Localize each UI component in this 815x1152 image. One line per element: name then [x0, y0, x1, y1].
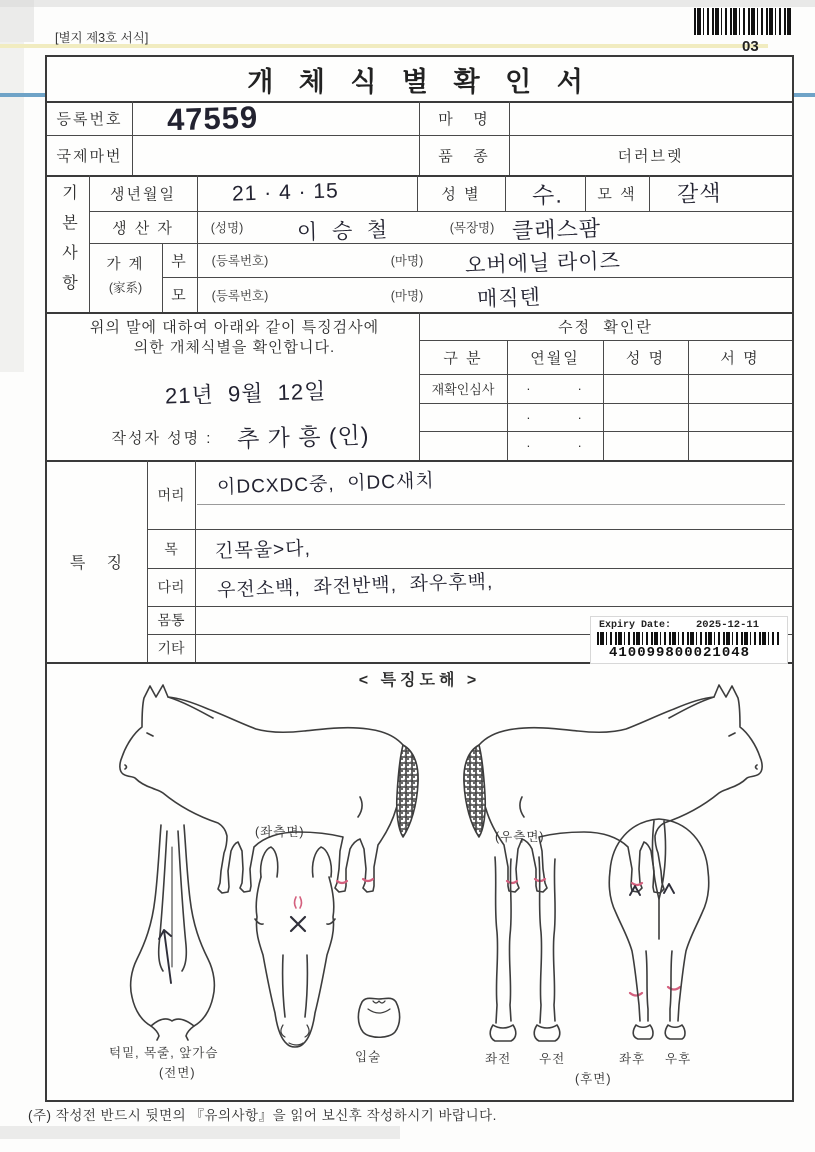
- feature-neck-label: 목: [164, 540, 178, 557]
- features-section-label: 특 징: [69, 554, 125, 572]
- correction-header-category: 구 분: [443, 349, 483, 367]
- correction-row-date: · ·: [526, 409, 584, 425]
- expiry-sticker: [590, 616, 788, 664]
- front-view-sublabel: (전면): [159, 1066, 196, 1080]
- red-forehead-mark: [295, 897, 302, 908]
- intl-no-label: 국제마번: [56, 147, 123, 165]
- correction-row-sign: [688, 403, 792, 431]
- sire-label: 부: [171, 252, 188, 270]
- handwritten-x-mark: [291, 917, 305, 931]
- feature-neck-value: 긴목울>다,: [214, 538, 312, 563]
- horse-front-chest-figure: [131, 825, 215, 1040]
- sex-label: 성 별: [441, 185, 481, 203]
- farm-name-value: 클래스팜: [511, 215, 602, 244]
- coat-value: 갈색: [676, 180, 722, 207]
- red-marking: [337, 879, 680, 996]
- feature-head-value: 이DCXDC중, 이DC새치: [216, 470, 435, 499]
- diagram-title: < 특징도해 >: [358, 671, 481, 689]
- correction-row-category: [419, 403, 507, 431]
- intl-no-value: [132, 135, 419, 175]
- horse-rear-figure: [609, 819, 709, 1039]
- scan-shading: [0, 1126, 400, 1139]
- breed-label: 품 종: [438, 147, 490, 165]
- dam-name-value: 매직텐: [476, 286, 542, 311]
- front-view-label: 턱밑, 목줄, 앞가슴: [109, 1046, 219, 1060]
- correction-title: 수정 확인란: [558, 318, 653, 336]
- sticker-barcode: [597, 632, 779, 645]
- correction-row-name: [603, 431, 688, 460]
- breed-value: 더러브렛: [617, 147, 684, 165]
- top-barcode: [694, 8, 791, 35]
- correction-row-date: · ·: [526, 438, 584, 453]
- front-legs-figure: [490, 857, 560, 1041]
- scan-shading: [0, 0, 815, 7]
- dam-name-label: (마명): [390, 288, 424, 303]
- statement-line1: 위의 말에 대하여 아래와 같이 특징검사에: [89, 318, 380, 336]
- birth-label: 생년월일: [110, 185, 176, 203]
- feature-diagram: [47, 677, 790, 1077]
- right-front-leg-label: 우전: [539, 1052, 566, 1066]
- horse-name-label: 마 명: [438, 110, 490, 128]
- correction-header-sign: 서 명: [720, 349, 760, 367]
- lineage-label: 가 계: [106, 256, 145, 273]
- feature-etc-label: 기타: [157, 640, 185, 656]
- correction-row-name: [603, 403, 688, 431]
- lips-label: 입술: [355, 1050, 382, 1064]
- sire-name-label: (마명): [390, 254, 424, 268]
- correction-row-sign: [688, 431, 792, 460]
- sex-value: 수.: [531, 181, 564, 209]
- producer-name-value: 이 승 철: [296, 218, 389, 245]
- sire-regno-label: (등록번호): [211, 254, 269, 268]
- scan-shading: [0, 0, 34, 42]
- sire-name-value: 오버에닐 라이즈: [464, 249, 622, 278]
- birth-value: 21 · 4 · 15: [231, 179, 340, 206]
- feature-legs-value: 우전소백, 좌전반백, 좌우후백,: [216, 571, 494, 602]
- dam-label: 모: [171, 287, 188, 304]
- right-side-view-label: (우측면): [495, 830, 545, 844]
- farm-name-label: (목장명): [449, 221, 495, 235]
- handwritten-arrow-mark: [159, 930, 171, 983]
- correction-row-name: [603, 374, 688, 403]
- horse-right-side-figure: [464, 685, 762, 893]
- lineage-hanja: (家系): [108, 281, 143, 295]
- scan-shading: [0, 42, 24, 372]
- correction-row-sign: [688, 374, 792, 403]
- confirmation-date: 21년 9월 12일: [164, 378, 327, 409]
- producer-label: 생 산 자: [112, 219, 174, 237]
- writer-signature: 추 가 흥 (인): [236, 421, 370, 453]
- reg-no-value: 47559: [166, 99, 259, 138]
- horse-name-value: [509, 101, 792, 135]
- left-hind-leg-label: 좌후: [619, 1052, 646, 1066]
- right-hind-leg-label: 우후: [665, 1052, 692, 1066]
- footer-note: (주) 작성전 반드시 뒷면의 『유의사항』을 읽어 보신후 작성하시기 바랍니다.: [28, 1108, 497, 1123]
- page-number: 03: [742, 38, 759, 55]
- writer-label: 작성자 성명 :: [111, 429, 213, 447]
- form-table: [45, 55, 794, 1102]
- sticker-barcode-number: 410099800021048: [609, 645, 751, 661]
- correction-row-category: [419, 431, 507, 460]
- feature-legs-label: 다리: [157, 579, 185, 595]
- correction-row-category: 재확인심사: [431, 382, 495, 397]
- form-reference: [별지 제3호 서식]: [55, 31, 149, 45]
- producer-name-label: (성명): [210, 221, 244, 235]
- dam-regno-label: (등록번호): [211, 288, 269, 303]
- left-side-view-label: (좌측면): [255, 825, 305, 839]
- feature-body-label: 몸통: [157, 612, 185, 628]
- reg-no-label: 등록번호: [56, 110, 123, 128]
- feature-head-label: 머리: [157, 486, 185, 503]
- form-title: 개 체 식 별 확 인 서: [247, 66, 592, 97]
- left-front-leg-label: 좌전: [485, 1052, 512, 1066]
- expiry-label: Expiry Date:: [599, 620, 672, 631]
- horse-face-figure: [255, 847, 335, 1047]
- rear-view-label: (후면): [575, 1072, 612, 1086]
- expiry-value: 2025-12-11: [696, 619, 760, 631]
- coat-label: 모 색: [597, 185, 637, 203]
- correction-header-date: 연월일: [530, 349, 580, 367]
- horse-lips-figure: [358, 998, 399, 1037]
- statement-line2: 의한 개체식별을 확인합니다.: [133, 338, 336, 356]
- correction-row-date: · ·: [526, 381, 584, 396]
- correction-header-name: 성 명: [625, 349, 666, 367]
- basic-section-label: 기본사항: [59, 183, 77, 304]
